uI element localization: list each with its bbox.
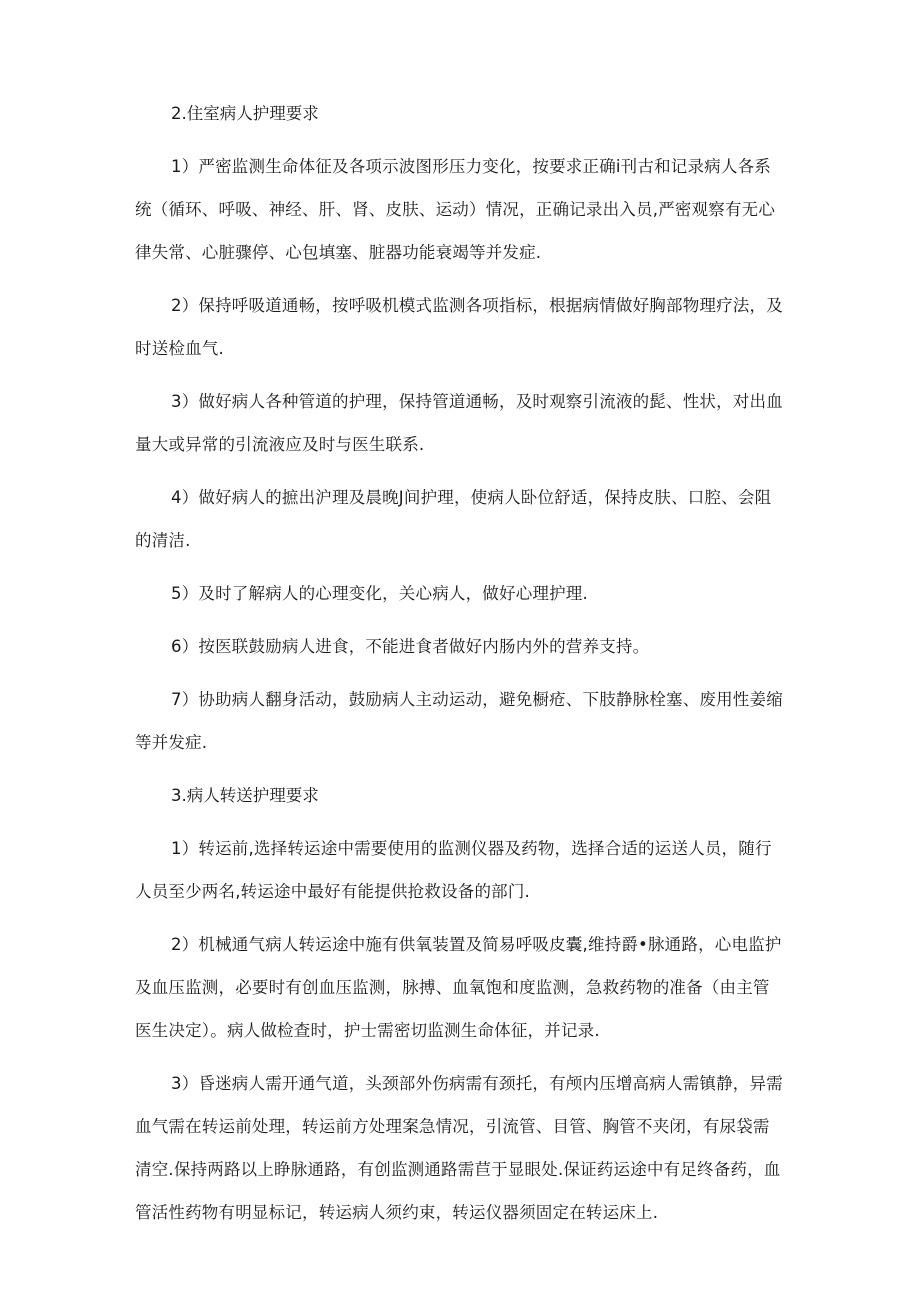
inpatient-care-item-3: 3）做好病人各种管道的护理，保持管道通畅，及时观察引流液的髭、性状，对出血量大或异常的引流液应及时与医生联系.	[135, 392, 783, 454]
inpatient-care-item-1: 1）严密监测生命体征及各项示波图形压力变化，按要求正确i刊古和记录病人各系统（循环、呼吸、神经、肝、肾、皮肤、运动）情况，正确记录出入员,严密观察有无心律失常、心脏骤停、心包填塞、脏器功能衰竭等并发症.	[135, 157, 776, 262]
patient-transfer-item-2: 2）机械通气病人转运途中施有供氧装置及简易呼吸皮囊,维持爵•脉通路，心电监护及血压监测，必要时有创血压监测，脉搏、血氧饱和度监测，急救药物的准备（由主管医生决定）。病人做检查时，护士需密切监测生命体征，并记录.	[135, 935, 782, 1040]
inpatient-care-item-4: 4）做好病人的摭出沪理及晨晚J间护理，使病人卧位舒适，保持皮肤、口腔、会阻的清洁.	[135, 488, 772, 550]
patient-transfer-item-3: 3）昏迷病人需开通气道，头颈部外伤病需有颈托，有颅内压增高病人需镇静，异需血气需在转运前处理，转运前方处理案急情况，引流管、目管、胸管不夹闭，有尿袋需清空.保持两路以上睁脉通路，有创监测通路需苣于显眼处.保证药运途中有足终备药，血管活性药物有明显标记，转运病人须约束，转运仪器须固定在转运床上.	[135, 1074, 783, 1222]
inpatient-care-item-5: 5）及时了解病人的心理变化，关心病人，做好心理护理.	[171, 584, 588, 603]
inpatient-care-item-7: 7）协助病人翻身活动，鼓励病人主动运动，避免橱疮、下肢静脉栓塞、废用性姜缩等并发症.	[135, 690, 783, 752]
document-body	[135, 92, 785, 1244]
patient-transfer-item-1: 1）转运前,选择转运途中需要使用的监测仪器及药物，选择合适的运送人员，随行人员至少两名,转运途中最好有能提供抢救设备的部门.	[135, 839, 772, 901]
inpatient-care-item-6: 6）按医联鼓励病人进食，不能进食者做好内肠内外的营养支持。	[171, 637, 650, 656]
section-heading-inpatient-care: 2.住室病人护理要求	[171, 104, 319, 123]
section-heading-patient-transfer: 3.病人转送护理要求	[171, 786, 319, 805]
inpatient-care-item-2: 2）保持呼吸道通畅，按呼吸机模式监测各项指标，根据病情做好胸部物理疗法，及时送检血气.	[135, 296, 783, 358]
